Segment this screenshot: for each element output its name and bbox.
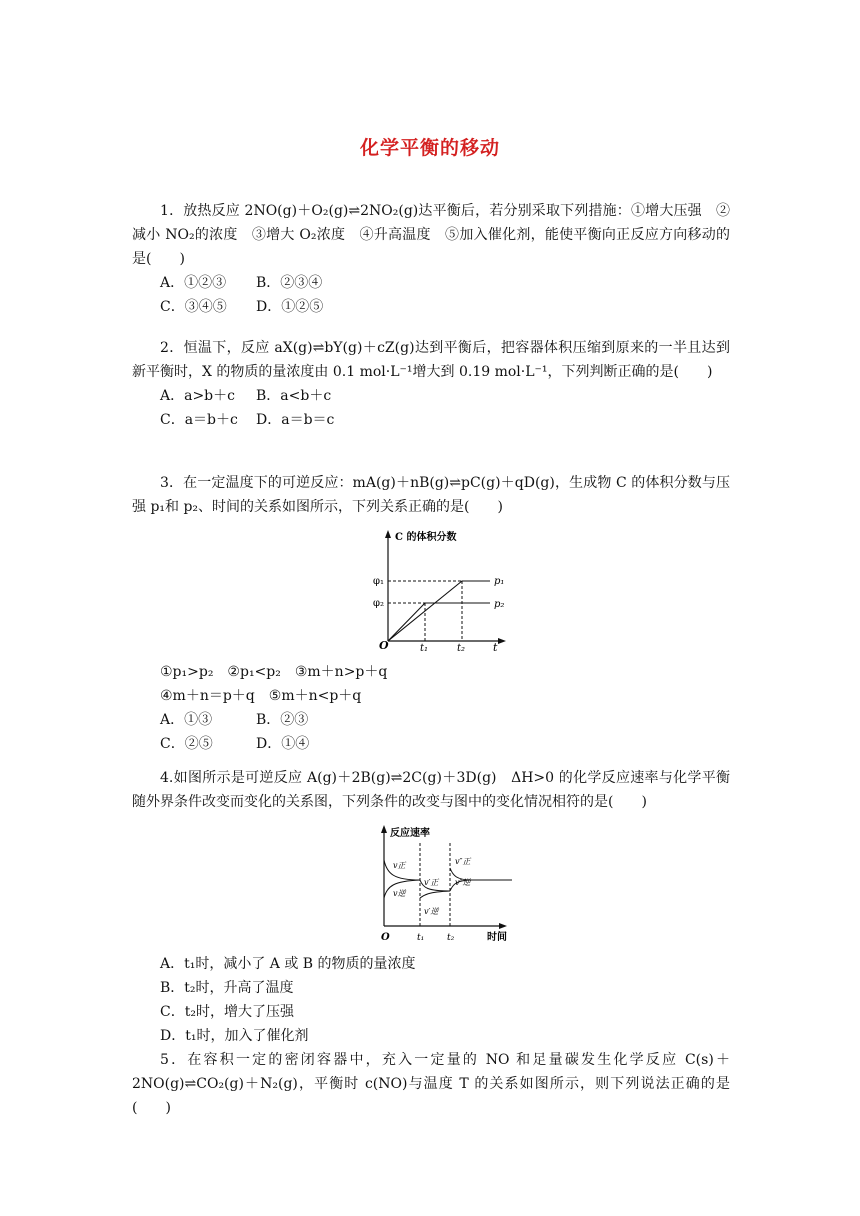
t2-label: t₂ bbox=[447, 933, 455, 943]
v1-reverse-label: v′逆 bbox=[424, 907, 439, 916]
origin-label: O bbox=[381, 932, 390, 943]
option-a: A．a>b＋c bbox=[160, 388, 235, 404]
y-axis-label: 反应速率 bbox=[390, 828, 430, 839]
option-b: B．t₂时，升高了温度 bbox=[160, 980, 294, 996]
x-axis-arrow bbox=[499, 923, 507, 929]
option-b: B．a<b＋c bbox=[256, 388, 332, 404]
y-axis-arrow bbox=[381, 825, 387, 833]
t1-label: t₁ bbox=[420, 643, 429, 652]
options-row bbox=[132, 732, 730, 756]
option-c: C．②⑤ bbox=[160, 736, 213, 752]
origin-label: O bbox=[379, 639, 389, 652]
v2-forward-label: v″正 bbox=[455, 857, 471, 866]
statement-line: ④m＋n＝p＋q ⑤m＋n<p＋q bbox=[160, 688, 362, 704]
options-row bbox=[132, 271, 730, 295]
question-3-answers bbox=[132, 660, 730, 756]
question-stem: 2．恒温下，反应 aX(g)⇌bY(g)＋cZ(g)达到平衡后，把容器体积压缩到原来的一半且达到新平衡时，X 的物质的量浓度由 0.1 mol·L⁻¹增大到 0.19 mol·L⁻¹，下列判断正确的是( ) bbox=[132, 340, 730, 380]
option-c: C．t₂时，增大了压强 bbox=[160, 1004, 294, 1020]
y-axis-arrow bbox=[385, 530, 391, 538]
options-row bbox=[132, 384, 730, 408]
question-4 bbox=[132, 766, 730, 814]
t2-label: t₂ bbox=[457, 643, 466, 652]
option-c: C．③④⑤ bbox=[160, 299, 227, 315]
phi2-label: φ₂ bbox=[373, 598, 385, 609]
statement-line: ①p₁>p₂ ②p₁<p₂ ③m＋n>p＋q bbox=[160, 664, 388, 680]
question-5 bbox=[132, 1048, 730, 1120]
question-stem: 3．在一定温度下的可逆反应：mA(g)＋nB(g)⇌pC(g)＋qD(g)，生成物 C 的体积分数与压强 p₁和 p₂、时间的关系如图所示，下列关系正确的是( ) bbox=[132, 475, 730, 515]
option-a: A．①③ bbox=[160, 712, 213, 728]
t1-label: t₁ bbox=[417, 933, 425, 943]
c-volume-fraction-chart bbox=[355, 527, 515, 652]
v-reverse-label: v逆 bbox=[393, 889, 406, 898]
reaction-rate-chart bbox=[362, 822, 522, 948]
question-stem: 4.如图所示是可逆反应 A(g)＋2B(g)⇌2C(g)＋3D(g) ΔH>0 的化学反应速率与化学平衡随外界条件改变而变化的关系图，下列条件的改变与图中的变化情况相符的是( ) bbox=[132, 770, 730, 810]
phi1-label: φ₁ bbox=[373, 576, 385, 587]
p2-curve bbox=[388, 603, 490, 641]
p1-curve bbox=[388, 581, 490, 641]
question-stem: 5．在容积一定的密闭容器中，充入一定量的 NO 和足量碳发生化学反应 C(s)＋2NO(g)⇌CO₂(g)＋N₂(g)，平衡时 c(NO)与温度 T 的关系如图所示，则下列说法正确的是( ) bbox=[132, 1052, 730, 1116]
page-title: 化学平衡的移动 bbox=[359, 137, 500, 159]
v-forward-label: v正 bbox=[393, 861, 406, 870]
x-axis-label: 时间 bbox=[487, 932, 507, 943]
question-2 bbox=[132, 336, 730, 432]
v2-reverse-label: v″逆 bbox=[455, 878, 471, 887]
question-stem: 1．放热反应 2NO(g)＋O₂(g)⇌2NO₂(g)达平衡后，若分别采取下列措施：①增大压强 ②减小 NO₂的浓度 ③增大 O₂浓度 ④升高温度 ⑤加入催化剂，能使平衡向正反应方向移动的是( ) bbox=[132, 203, 730, 267]
options-row bbox=[132, 708, 730, 732]
option-a: A．①②③ bbox=[160, 275, 227, 291]
p2-label: p₂ bbox=[494, 599, 505, 610]
p1-label: p₁ bbox=[494, 576, 505, 587]
options-row bbox=[132, 295, 730, 319]
option-d: D．①④ bbox=[256, 736, 310, 752]
question-3 bbox=[132, 471, 730, 519]
option-b: B．②③ bbox=[256, 712, 309, 728]
x-axis-arrow bbox=[498, 638, 506, 644]
option-c: C．a＝b＋c bbox=[160, 412, 238, 428]
option-d: D．①②⑤ bbox=[256, 299, 324, 315]
option-d: D．t₁时，加入了催化剂 bbox=[160, 1028, 309, 1044]
options-row bbox=[132, 408, 730, 432]
question-1 bbox=[132, 199, 730, 319]
v1-reverse-curve bbox=[420, 891, 450, 898]
option-a: A．t₁时，减小了 A 或 B 的物质的量浓度 bbox=[160, 956, 416, 972]
option-b: B．②③④ bbox=[256, 275, 323, 291]
x-axis-label: t bbox=[493, 641, 498, 652]
y-axis-label: C 的体积分数 bbox=[395, 532, 457, 543]
option-d: D．a＝b＝c bbox=[256, 412, 335, 428]
v1-forward-label: v′正 bbox=[424, 878, 439, 887]
question-4-answers bbox=[132, 952, 730, 1048]
